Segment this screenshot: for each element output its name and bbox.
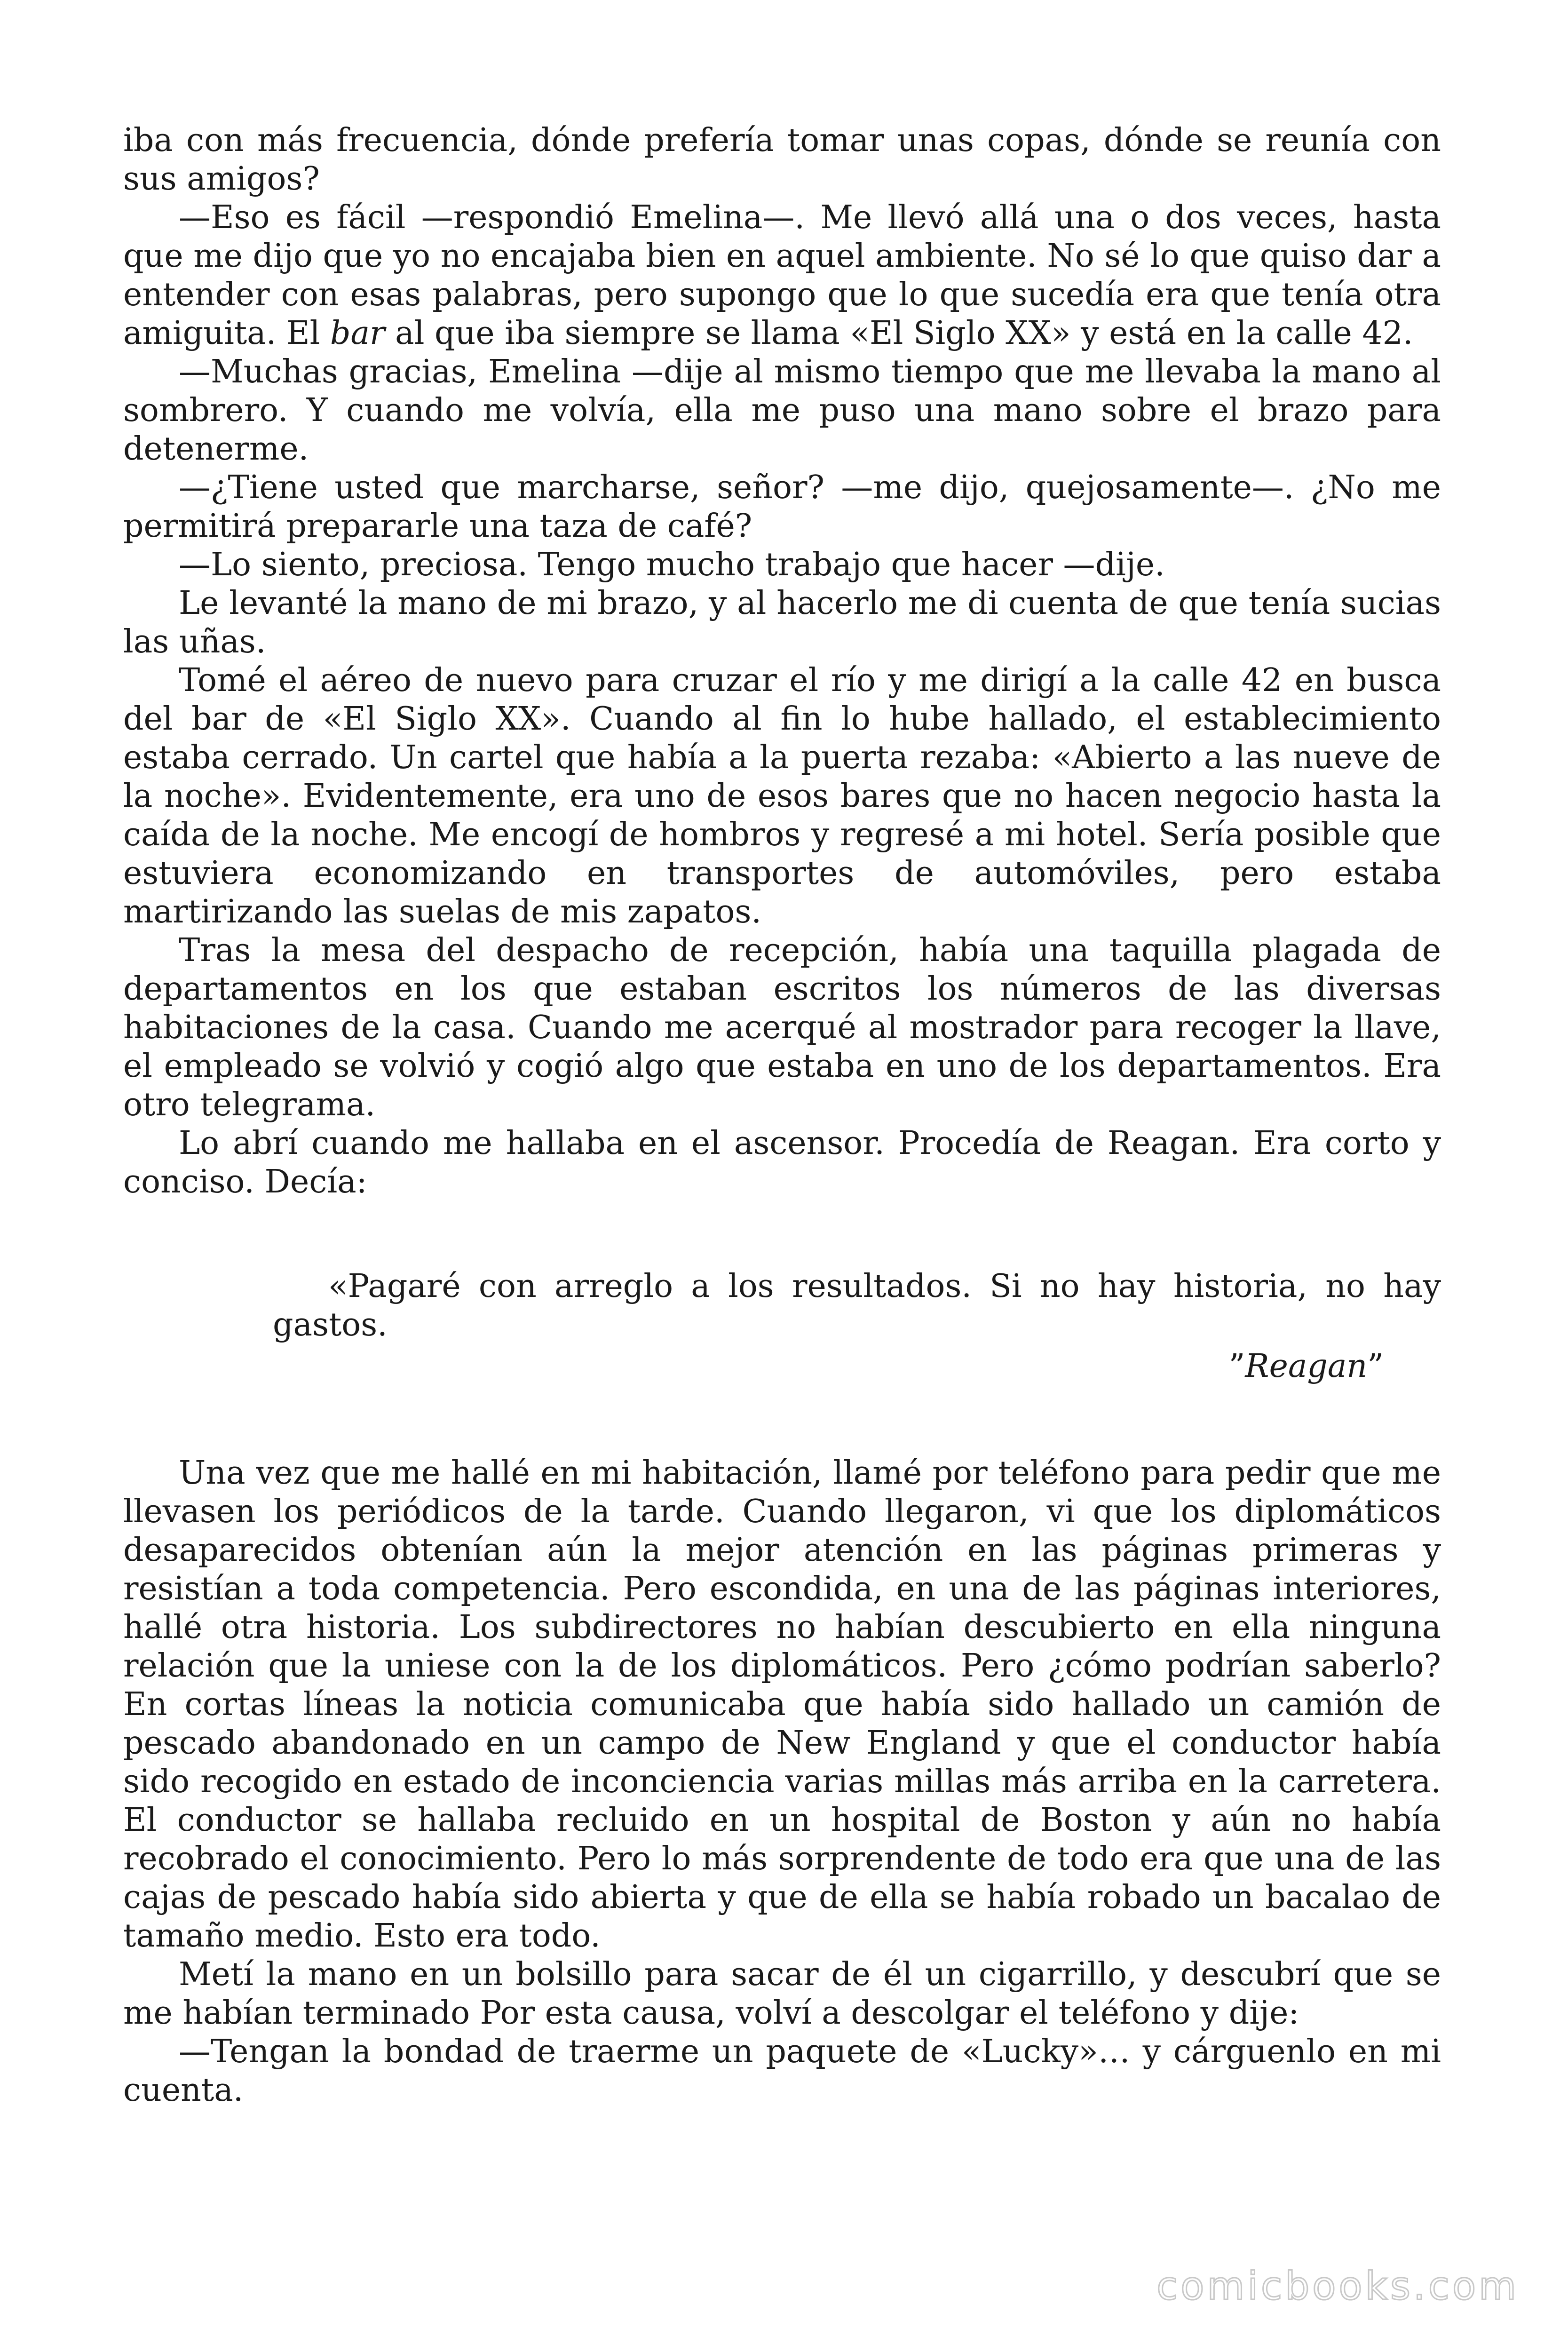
paragraph-text: Tomé el aéreo de nuevo para cruzar el río y me dirigí a la calle 42 en busca del bar de «El Siglo XX». Cuando al fin lo hube hallado, el establecimiento estaba cerrado. Un cartel que había a la puerta rezaba: «Abierto a las nueve de la noche». Evidentemente, era uno de esos bares que no hacen negocio hasta la caída de la noche. Me encogí de hombros y regresé a mi hotel. Sería posible que estuviera economizando en transportes de automóviles, pero estaba martirizando las suelas de mis zapatos. (123, 662, 1441, 930)
paragraph-text: Una vez que me hallé en mi habitación, llamé por teléfono para pedir que me llevasen los periódicos de la tarde. Cuando llegaron, vi que los diplomáticos desaparecidos obtenían aún la mejor atención en las páginas primeras y resistían a toda competencia. Pero escondida, en una de las páginas interiores, hallé otra historia. Los subdirectores no habían descubierto en ella ninguna relación que la uniese con la de los diplomáticos. Pero ¿cómo podrían saberlo? En cortas líneas la noticia comunicaba que había sido hallado un camión de pescado abandonado en un campo de New England y que el conductor había sido recogido en estado de inconciencia varias millas más arriba en la carretera. El conductor se hallaba recluido en un hospital de Boston y aún no había recobrado el conocimiento. Pero lo más sorprendente de todo era que una de las cajas de pescado había sido abierta y que de ella se había robado un bacalao de tamaño medio. Esto era todo. (123, 1454, 1441, 1955)
paragraph-dialogue-emelina (123, 199, 1441, 353)
paragraph-dialogue-closing (123, 2033, 1441, 2110)
paragraph-text: —Tengan la bondad de traerme un paquete de «Lucky»… y cárguenlo en mi cuenta. (123, 2033, 1441, 2109)
paragraph-text: Tras la mesa del despacho de recepción, había una taquilla plagada de departamentos en los que estaban escritos los números de las diversas habitaciones de la casa. Cuando me acerqué al mostrador para recoger la llave, el empleado se volvió y cogió algo que estaba en uno de los departamentos. Era otro telegrama. (123, 932, 1441, 1123)
site-watermark: comicbooks.com (1156, 2264, 1519, 2309)
paragraph-text: —Lo siento, preciosa. Tengo mucho trabajo que hacer —dije. (179, 546, 1165, 583)
paragraph-narration (123, 1955, 1441, 2033)
paragraph-text: iba con más frecuencia, dónde prefería tomar unas copas, dónde se reunía con sus amigos? (123, 122, 1441, 198)
paragraph-text: Lo abrí cuando me hallaba en el ascensor. Procedía de Reagan. Era corto y conciso. Decía: (123, 1125, 1441, 1200)
paragraph-narration (123, 584, 1441, 661)
paragraph-dialogue-thanks (123, 353, 1441, 469)
paragraph-dialogue-question (123, 469, 1441, 546)
paragraph-text: Le levanté la mano de mi brazo, y al hacerlo me di cuenta de que tenía sucias las uñas. (123, 585, 1441, 660)
signature-name: Reagan (1245, 1348, 1368, 1385)
telegram-quote (123, 1267, 1441, 1386)
telegram-signature (273, 1347, 1441, 1386)
paragraph-dialogue-reply (123, 546, 1441, 584)
signature-open-quote: ” (1228, 1348, 1245, 1385)
paragraph-text: —Muchas gracias, Emelina —dije al mismo tiempo que me llevaba la mano al sombrero. Y cuando me volvía, ella me puso una mano sobre el brazo para detenerme. (123, 353, 1441, 468)
italic-word: bar (330, 315, 385, 352)
telegram-text: «Pagaré con arreglo a los resultados. Si no hay historia, no hay gastos. (273, 1268, 1441, 1343)
paragraph-narration (123, 1124, 1441, 1201)
paragraph-narration (123, 931, 1441, 1124)
paragraph-text: Metí la mano en un bolsillo para sacar de él un cigarrillo, y descubrí que se me habían terminado Por esta causa, volví a descolgar el teléfono y dije: (123, 1956, 1441, 2032)
paragraph-continuation (123, 121, 1441, 199)
signature-close-quote: ” (1367, 1348, 1384, 1385)
paragraph-text: —Eso es fácil —respondió Emelina—. Me llevó allá una o dos veces, hasta que me dijo que yo no encajaba bien en aquel ambiente. No sé lo que quiso dar a entender con esas palabras, pero supongo que lo que sucedía era que tenía otra amiguita. El (123, 199, 1441, 352)
paragraph-narration (123, 1454, 1441, 1955)
paragraph-narration (123, 661, 1441, 931)
page-text-body (123, 121, 1441, 2110)
paragraph-text: —¿Tiene usted que marcharse, señor? —me dijo, quejosamente—. ¿No me permitirá prepararle una taza de café? (123, 469, 1441, 545)
paragraph-text: al que iba siempre se llama «El Siglo XX» y está en la calle 42. (385, 315, 1413, 352)
